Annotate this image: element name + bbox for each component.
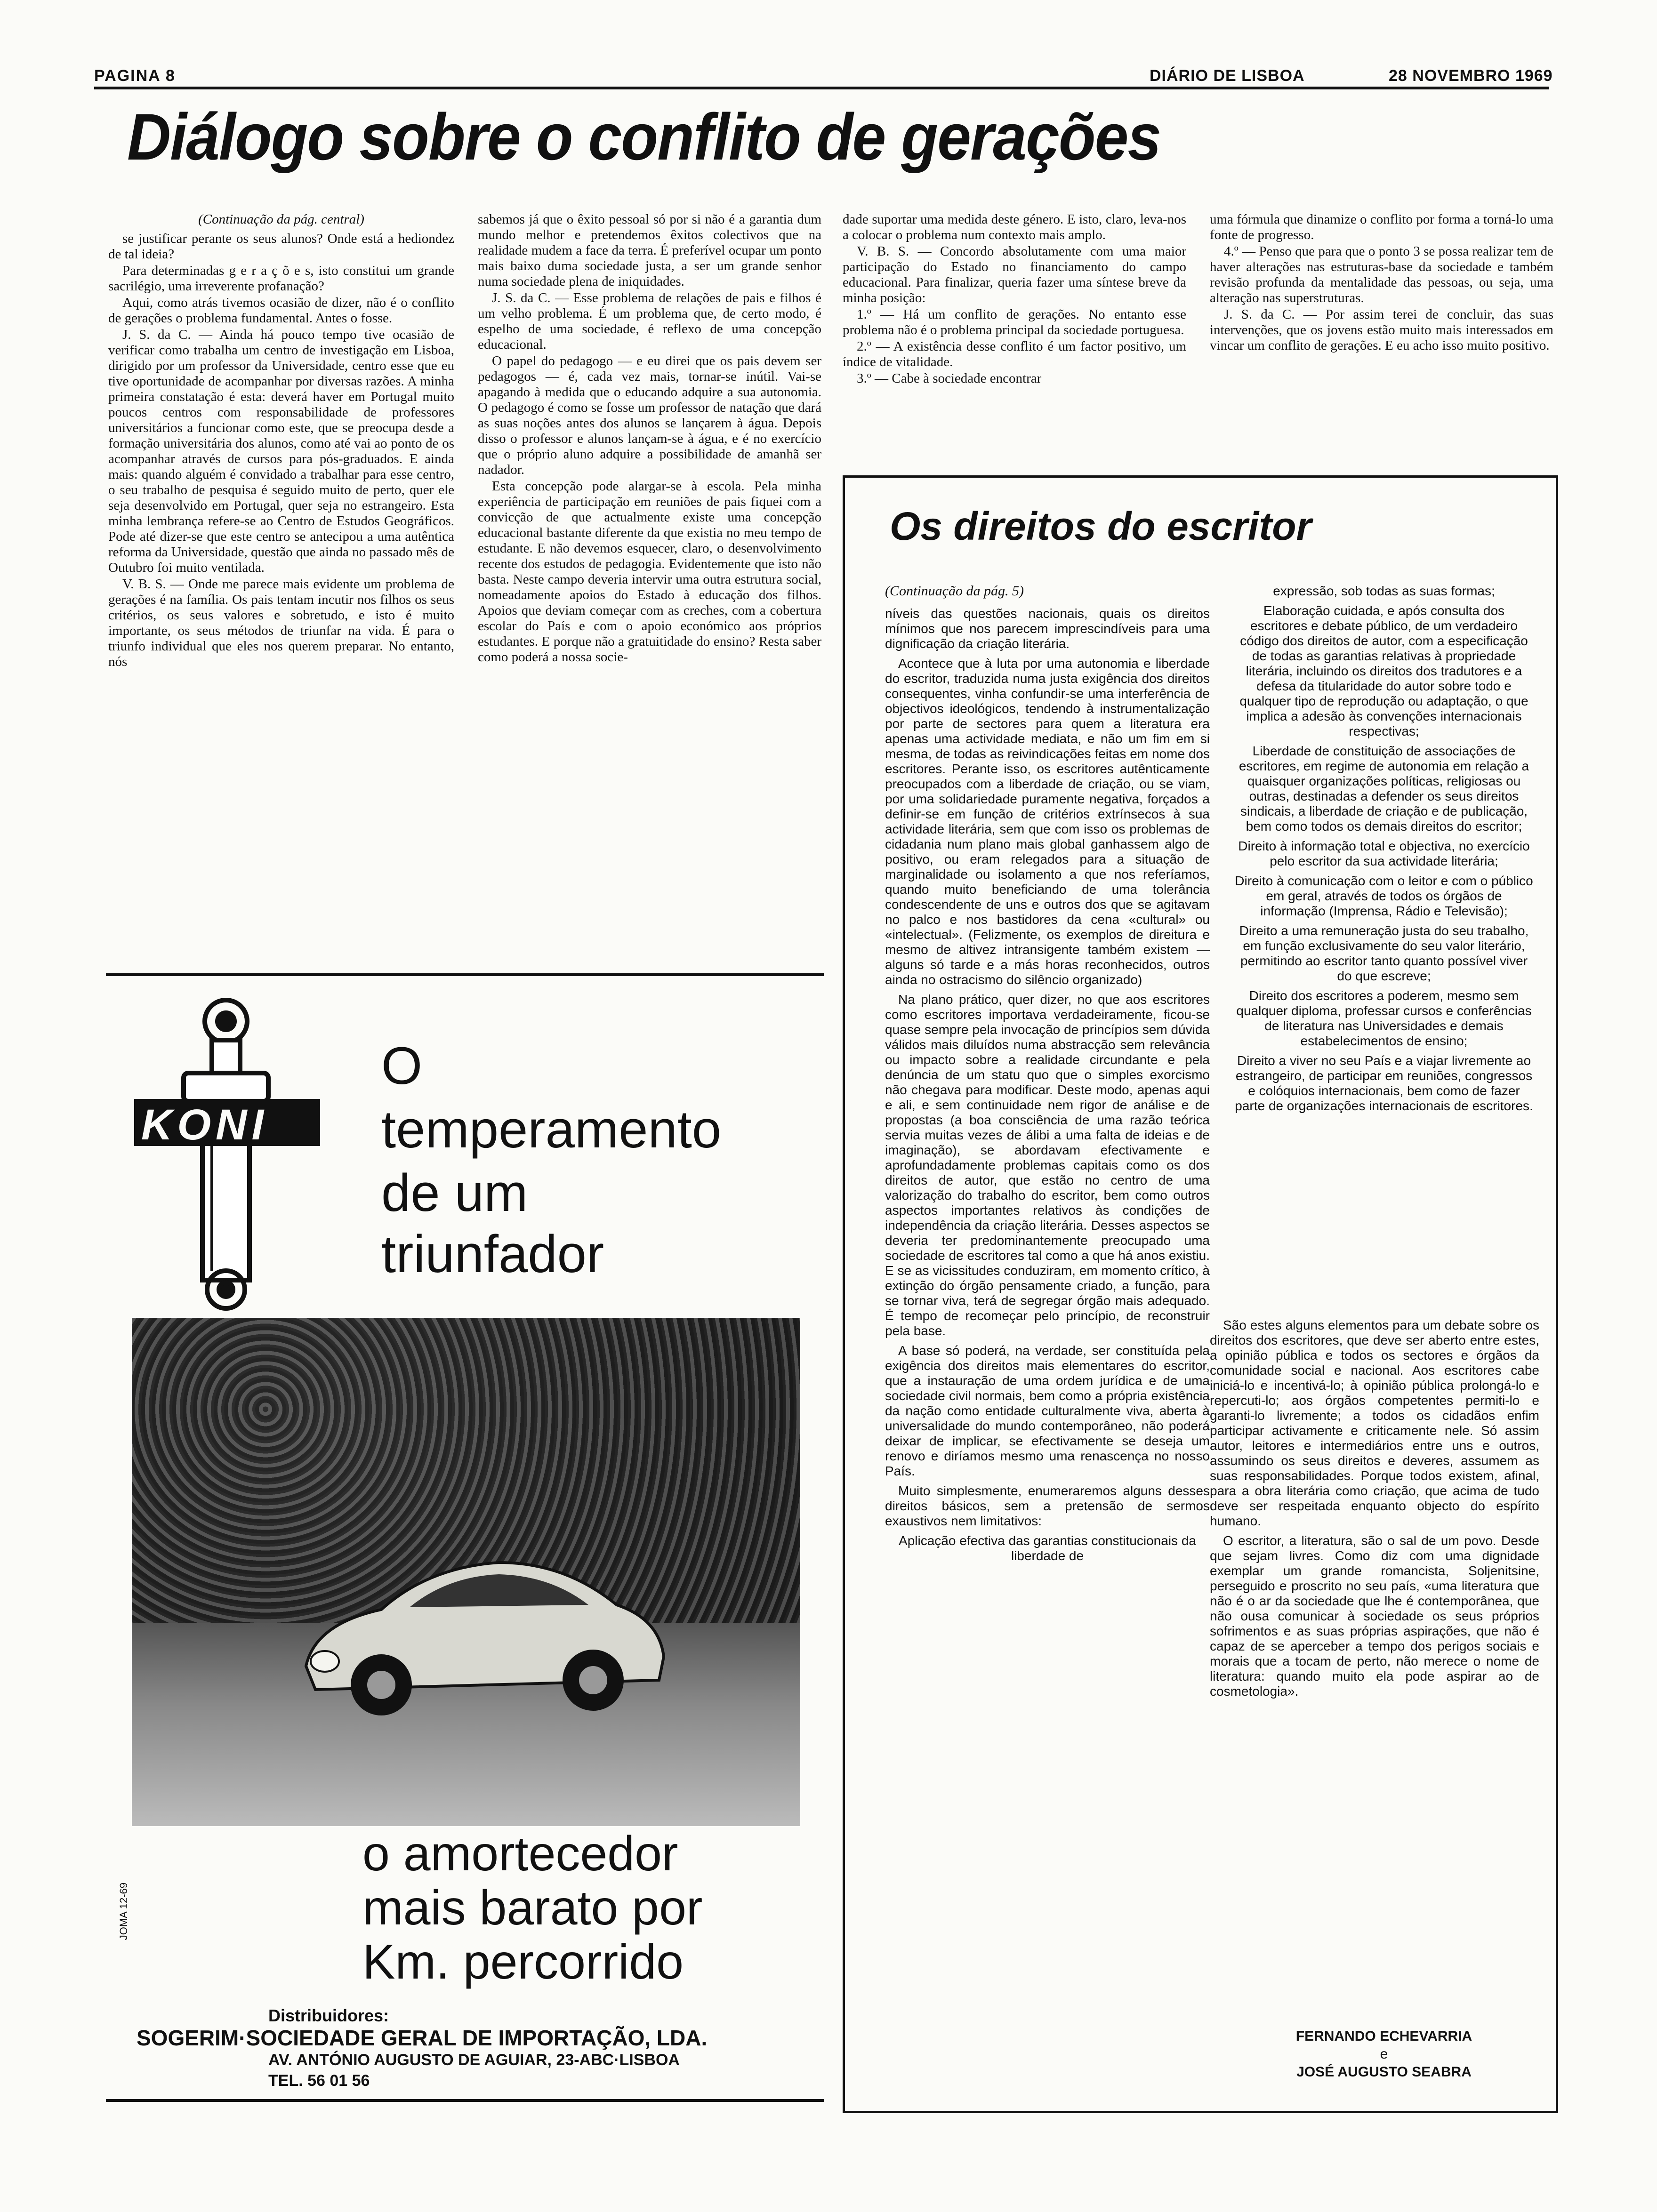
distributor-phone: TEL. 56 01 56 <box>268 2072 370 2090</box>
shock-absorber-icon <box>184 1000 268 1308</box>
advert-headline-3: de um <box>381 1163 528 1222</box>
author-signature-1: FERNANDO ECHEVARRIA <box>1295 2028 1472 2044</box>
paragraph: Para determinadas g e r a ç õ e s, isto constitui um grande sacrilégio, uma irreverente profanação? <box>108 263 454 294</box>
paragraph: J. S. da C. — Por assim terei de concluir, das suas intervenções, que os jovens estão muito mais interessados em vincar um conflito de gerações. E eu acho isso muito positivo. <box>1210 307 1553 353</box>
paragraph: Acontece que à luta por uma autonomia e liberdade do escritor, traduzida numa justa exigência dos direitos consequentes, vinha confundir-se uma interferência de objectivos ideológicos, tendendo à instrumentalização por parte de sectores para quem a literatura era apenas uma actividade mediata, e não um fim em si mesma, de todas as reivindicações feitas em nome dos escritores. Perante isso, os escritores autênticamente preocupados com a liberdade de criação, ou se viam, por uma solidariedade puramente negativa, forçados a definir-se em função de critérios extrínsecos à sua actividade literária, sem que com isso os problemas de cidadania num plano mais global ganhassem algo de positivo, ou eram relegados para a situação de marginalidade ou isolamento a que nos referíamos, quando muito beneficiando de uma tolerância condescendente de uns e outros dos que se agitavam no palco e nos bastidores da cena «cultural» ou «intelectual». (Felizmente, os exemplos de direitura e mesmo de altivez intransigente também existem — alguns só tarde e a más horas reconhecidos, outros ainda no ostracismo do silêncio organizado) <box>885 656 1210 987</box>
list-item: Direito dos escritores a poderem, mesmo sem qualquer diploma, professar cursos e conferências de literatura nas Universidades e demais estabelecimentos de ensino; <box>1236 988 1532 1048</box>
distributors-label: Distribuidores: <box>268 2006 389 2025</box>
advert-headline-2: temperamento <box>381 1100 722 1159</box>
paragraph: Na plano prático, quer dizer, no que aos escritores como escritores importava verdadeiramente, ficou-se quase sempre pela invocação de princípios sem dúvida válidos mais diluídos numa abstracção sem relevância ou impacto sobre a realidade circundante e pela denúncia de um statu quo que o simples exorcismo não chegava para modificar. Deste modo, apenas aqui e ali, e sem continuidade nem rigor de análise e de propostas (a boa consciência de uma razão teórica servia muitas vezes de álibi a uma falta de ideias e de imaginação), se abordavam efectivamente e aprofundadamente problemas capitais como os dos direitos de autor, que estão no centro de uma valorização do trabalho do escritor, bem como outros aspectos importantes relativos às condições de independência da criação literária. Desses aspectos se deveria ter predominantemente preocupado uma sociedade de escritores tal como a que há anos existiu. E se as vicissitudes conduziram, em momento crítico, à extinção do órgão pensamente criado, a função, para se tornar viva, terá de segregar órgão mais adequado. É tempo de recomeçar pelo princípio, de reconstruir pela base. <box>885 992 1210 1338</box>
box-article-title: Os direitos do escritor <box>890 504 1312 548</box>
agency-code: JOMA 12-69 <box>118 1883 129 1940</box>
paragraph: O escritor, a literatura, são o sal de um povo. Desde que sejam livres. Como diz com uma dignidade exemplar um grande romancista, Soljenitsine, perseguido e proscrito no seu país, «uma literatura que não é o ar da sociedade que lhe é contemporânea, que não ousa comunicar à sociedade os seus próprios sofrimentos e as suas próprias aspirações, que não é capaz de se aperceber a tempo dos perigos sociais e morais que a tocam de perto, não merece o nome de literatura: quando muito ela pode aspirar ao de cosmetologia». <box>1210 1533 1539 1699</box>
list-item: Elaboração cuidada, e após consulta dos escritores e debate público, de um verdadeiro código dos direitos de autor, com a especificação de todas as garantias relativas à propriedade literária, incluindo os direitos dos tradutores e a defesa da titularidade do autor sobre todo e qualquer tipo de reprodução ou adaptação, o que implica a adesão às convenções internacionais respectivas; <box>1239 603 1528 738</box>
advert-headline-1: O <box>381 1036 423 1095</box>
list-item: Liberdade de constituição de associações de escritores, em regime de autonomia em relação a quaisquer organizações políticas, religiosas ou outras, destinadas a defender os seus direitos sindicais, a liberdade de criação e de publicação, bem como todos os demais direitos do escritor; <box>1239 744 1529 834</box>
paragraph: dade suportar uma medida deste género. E isto, claro, leva-nos a colocar o problema num contexto mais amplo. <box>843 212 1186 242</box>
list-item: Direito à informação total e objectiva, no exercício pelo escritor da sua actividade literária; <box>1238 839 1530 868</box>
box-column-right-text <box>1210 1318 1539 2005</box>
paragraph: se justificar perante os seus alunos? Onde está a hediondez de tal ideia? <box>108 231 454 262</box>
article-column-4 <box>1210 212 1553 475</box>
article-column-2 <box>478 212 821 946</box>
paragraph: J. S. da C. — Ainda há pouco tempo tive ocasião de verificar como trabalha um centro de investigação em Lisboa, dirigido por um professor da Universidade, centro esse que eu tive oportunidade de acompanhar por diversas razões. A minha primeira constatação é esta: deverá haver em Portugal muito poucos centros com responsabilidade de professores universitários a funcionar como este, que se preocupa desde a formação universitária dos alunos, como até vai ao ponto de os acompanhar através de cursos para pós-graduados. E ainda mais: quando alguém é convidado a trabalhar para esse centro, o seu trabalho de pesquisa é seguido muito de perto, quer ele seja desenvolvido em Portugal, quer seja no estrangeiro. Esta minha lembrança refere-se ao Centro de Estudos Geográficos. Pode até dizer-se que este centro se antecipou a uma autêntica reforma da Universidade, questão que ainda no passado mês de Outubro foi muito ventilada. <box>108 327 454 575</box>
advert-top-rule <box>106 973 824 976</box>
page-number: PAGINA 8 <box>94 67 176 85</box>
sports-car-icon <box>287 1525 673 1723</box>
list-item: Direito à comunicação com o leitor e com o público em geral, através de todos os órgãos de informação (Imprensa, Rádio e Televisão); <box>1235 874 1533 918</box>
paragraph: Aqui, como atrás tivemos ocasião de dizer, não é o conflito de gerações o problema fundamental. Antes o fosse. <box>108 295 454 326</box>
shock-absorber-illustration <box>122 988 330 1318</box>
advert-tagline-1: o amortecedor <box>362 1827 678 1881</box>
masthead-rule <box>94 87 1549 89</box>
distributor-company: SOGERIM·SOCIEDADE GERAL DE IMPORTAÇÃO, LDA. <box>137 2026 708 2050</box>
paragraph: 4.º — Penso que para que o ponto 3 se possa realizar tem de haver alterações nas estruturas-base da sociedade e também revisão profunda da mentalidade das pessoas, ou seja, uma alteração nas superstruturas. <box>1210 244 1553 305</box>
paragraph: 1.º — Há um conflito de gerações. No entanto esse problema não é o problema principal da sociedade portuguesa. <box>843 307 1186 337</box>
car-photo <box>132 1318 800 1826</box>
article-column-3 <box>843 212 1186 475</box>
list-item: Direito a viver no seu País e a viajar livremente ao estrangeiro, de participar em reuniões, congressos e colóquios internacionais, bem como de fazer parte de organizações internacionais de escritores. <box>1235 1053 1533 1113</box>
paragraph: A base só poderá, na verdade, ser constituída pela exigência dos direitos mais elementares do escritor, que a instauração de uma ordem jurídica e de uma sociedade civil normais, bem como a própria existência da nação como entidade culturalmente viva, aberta à universalidade do mundo contemporâneo, não poderá deixar de implicar, se efectivamente se deseja um renovo e diríamos mesmo uma renascença no nosso País. <box>885 1343 1210 1478</box>
paragraph: níveis das questões nacionais, quais os direitos mínimos que nos parecem imprescindíveis para uma dignificação da criação literária. <box>885 606 1210 651</box>
paragraph: sabemos já que o êxito pessoal só por si não é a garantia dum mundo melhor e pretendemos êxitos colectivos que na realidade mudem a face da terra. É preferível ocupar um ponto mais baixo duma sociedade justa, a ser um grande senhor numa sociedade plena de iniquidades. <box>478 212 821 289</box>
list-item: expressão, sob todas as suas formas; <box>1273 584 1495 598</box>
paragraph: uma fórmula que dinamize o conflito por forma a torná-lo uma fonte de progresso. <box>1210 212 1553 242</box>
article-title: Diálogo sobre o conflito de gerações <box>127 100 1161 174</box>
newspaper-name: DIÁRIO DE LISBOA <box>1150 67 1305 85</box>
paragraph: J. S. da C. — Esse problema de relações de pais e filhos é um velho problema. É um problema que, de certo modo, é espelho de uma sociedade, é reflexo de uma concepção educacional. <box>478 290 821 352</box>
box-column-left <box>885 584 1210 2090</box>
brand-name: KONI <box>141 1101 268 1149</box>
advert-tagline-3: Km. percorrido <box>362 1935 684 1989</box>
article-column-1 <box>108 212 454 946</box>
paragraph: 2.º — A existência desse conflito é um factor positivo, um índice de vitalidade. <box>843 339 1186 369</box>
paragraph: O papel do pedagogo — e eu direi que os pais devem ser pedagogos — é, cada vez mais, tornar-se inútil. Vai-se apagando à medida que o educando adquire a sua autonomia. O pedagogo é como se fosse um professor de natação que dará as suas noções antes dos alunos se lançarem à água. Depois disso o professor e alunos lançam-se à água, e é no exercício que o próprio aluno adquire a possibilidade de amanhã ser nadador. <box>478 353 821 477</box>
advert-headline-4: triunfador <box>381 1225 604 1283</box>
paragraph: 3.º — Cabe à sociedade encontrar <box>857 371 1042 386</box>
paragraph: Muito simplesmente, enumeraremos alguns desses direitos básicos, sem a pretensão de sermos exaustivos nem limitativos: <box>885 1483 1210 1528</box>
paragraph: Esta concepção pode alargar-se à escola. Pela minha experiência de participação em reuniões de pais fiquei com a convicção de que actualmente existe uma concepção educacional bastante diferente da que existia no meu tempo de estudante. E não devemos esquecer, claro, o desenvolvimento recente dos estudos de pedagogia. Evidentemente que isto não basta. Neste campo deveria intervir uma outra estrutura social, nomeadamente apoios do Estado à educação dos filhos. Apoios que deviam começar com as creches, com a cobertura escolar do País e com o apoio económico aos próprios estudantes. E porque não a gratuitidade do ensino? Resta saber como poderá a nossa socie- <box>478 479 821 665</box>
list-item: Direito a uma remuneração justa do seu trabalho, em função exclusivamente do seu valor literário, permitindo ao escritor tanto quanto possível viver do que escreve; <box>1239 923 1529 983</box>
box-column-right-list <box>1233 584 1535 1308</box>
distributor-address: AV. ANTÓNIO AUGUSTO DE AGUIAR, 23-ABC·LISBOA <box>268 2051 680 2069</box>
paragraph: V. B. S. — Concordo absolutamente com uma maior participação do Estado no financiamento do campo educacional. Para finalizar, queria fazer uma síntese breve da minha posição: <box>843 244 1186 305</box>
advert-bottom-rule <box>106 2099 824 2102</box>
advert-tagline-2: mais barato por <box>362 1881 703 1935</box>
paragraph: São estes alguns elementos para um debate sobre os direitos dos escritores, que deve ser aberto entre estes, a opinião pública e todos os sectores e órgãos da comunidade social e nacional. Aos escritores cabe iniciá-lo e incentivá-lo; à opinião pública prolongá-lo e repercuti-lo; aos órgãos competentes permiti-lo e garanti-lo livremente; a todos os cidadãos enfim participar activamente e criticamente nele. Só assim autor, leitores e intermediários entre uns e outros, assumindo os seus direitos e deveres, assumem as suas responsabilidades. Porque todos existem, afinal, para a obra literária como criação, que acima de tudo deve ser respeitada enquanto objecto do espírito humano. <box>1210 1318 1539 1528</box>
author-signature-2: JOSÉ AUGUSTO SEABRA <box>1296 2064 1472 2080</box>
paragraph: Aplicação efectiva das garantias constitucionais da liberdade de <box>899 1533 1196 1563</box>
continuation-note: (Continuação da pág. central) <box>198 212 364 227</box>
continuation-note: (Continuação da pág. 5) <box>885 583 1024 599</box>
author-signature-and: e <box>1380 2046 1388 2062</box>
issue-date: 28 NOVEMBRO 1969 <box>1389 67 1553 85</box>
paragraph: V. B. S. — Onde me parece mais evidente um problema de gerações é na família. Os pais tentam incutir nos filhos os seus critérios, os seus valores e sobretudo, e isto é muito importante, os seus métodos de triunfar na vida. É para o triunfo individual que eles nos querem preparar. No entanto, nós <box>108 577 454 669</box>
